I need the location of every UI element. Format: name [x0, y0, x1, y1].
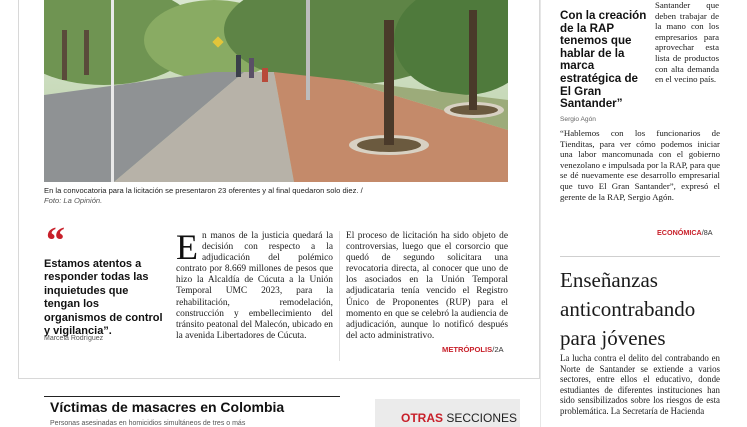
- section-page: /8A: [701, 228, 713, 237]
- bottom-story-title: Víctimas de masacres en Colombia: [50, 399, 285, 415]
- section-name: METRÓPOLIS: [442, 345, 493, 354]
- quote-author: Marcela Rodríguez: [44, 335, 104, 342]
- right-wide-text: “Hablemos con los funcionarios de Tienditas, para ver cómo podemos iniciar una labor mancomunada con el gobierno venezolano e impulsada por la RAP, para que se dé nuevamente ese desarrollo empresarial que tuvo El Gran Santander”, expresó el gerente de la RAP, Sergio Agón.: [560, 128, 720, 202]
- right-column-border: [540, 0, 541, 427]
- column-divider: [339, 231, 340, 361]
- section-reference-metropolis[interactable]: [442, 345, 504, 354]
- right-narrow-column: Santander que deben trabajar de la mano con los empresarios para aprovechar esta lista de productos con alta demanda en el vecino país.: [655, 0, 719, 85]
- photo-caption: [44, 186, 514, 206]
- right-quote-headline: Con la creación de la RAP tenemos que hablar de la marca estratégica de El Gran Santander”: [560, 9, 647, 111]
- photo-credit: Foto: La Opinión.: [44, 196, 103, 205]
- column-a-text: n manos de la justicia quedará la decisión con respecto a la adjudicación del polémico contrato por 8.669 millones de pesos que hizo la Alcaldía de Cúcuta a la Unión Temporal UMC 2023, para la rehabilitación, remodelación, construcción y embellecimiento del tránsito peatonal del Malecón, ubicado en la avenida Libertadores de Cúcuta.: [176, 231, 333, 341]
- section-name: ECONÓMICA: [657, 228, 702, 237]
- otras-secciones-label[interactable]: [401, 411, 517, 425]
- article-column-b: El proceso de licitación ha sido objeto de controversias, luego que el corsorcio que quedó de segundo solicitara una revocatoria directa, al conocer que uno de los asociados en la Unión Temporal adjudicataria tenía vencido el Registro Único de Proponentes (RUP) para el momento en que se celebró la audiencia de adjudicación, aunque lo notificó después del acto administrativo.: [346, 231, 508, 341]
- right-quote-author: Sergio Agón: [560, 116, 596, 123]
- otras-word: OTRAS: [401, 411, 443, 425]
- secciones-word: SECCIONES: [443, 411, 518, 425]
- bottom-story-subtitle: Personas asesinadas en homicidios simultáneos de tres o más: [50, 420, 246, 427]
- section-page: /2A: [492, 345, 504, 354]
- section-reference-economica[interactable]: [657, 228, 713, 237]
- pull-quote: Estamos atentos a responder todas las inquietudes que tengan los organismos de control y vigilancia”.: [44, 258, 163, 338]
- malecon-photo-illustration: [44, 0, 508, 182]
- quote-mark-icon: “: [46, 220, 65, 262]
- caption-text: En la convocatoria para la licitación se presentaron 23 oferentes y al final quedaron solo diez. /: [44, 186, 363, 195]
- right-story-title: Enseñanzas anticontrabando para jóvenes: [560, 268, 696, 350]
- drop-cap: E: [176, 227, 198, 267]
- article-column-a: [176, 227, 333, 342]
- bottom-rule: [44, 396, 340, 397]
- right-story-rule: [560, 256, 720, 257]
- right-story-body: La lucha contra el delito del contrabando en Norte de Santander se extiende a varios sectores, entre ellos el educativo, donde estudiantes de diferentes instituciones han sido sensibilizados sobre los riesgos de esta problemática. La Secretaría de Hacienda: [560, 353, 720, 416]
- article-photo: [44, 0, 508, 182]
